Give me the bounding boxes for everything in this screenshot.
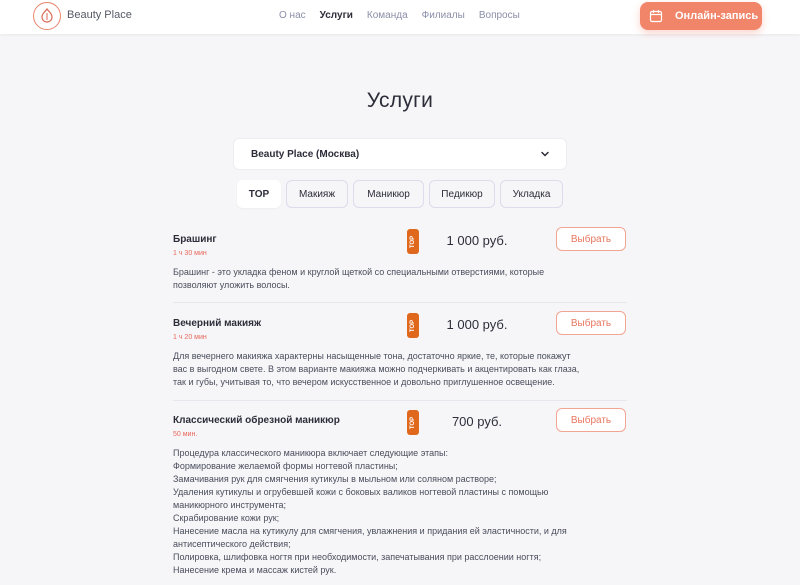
category-tabs	[237, 180, 568, 208]
online-booking-label: Онлайн-запись	[675, 10, 759, 22]
tab-makeup[interactable]: Макияж	[286, 180, 348, 208]
nav-item-services[interactable]: Услуги	[319, 10, 353, 21]
choose-button[interactable]: Выбрать	[556, 311, 626, 335]
service-name: Классический обрезной маникюр	[173, 415, 340, 426]
service-description: Для вечернего макияжа характерны насыщенные тона, достаточно яркие, те, которые покажут вас в выгодном свете. В этом варианте макияжа можно подчеркивать и акцентировать как глаза, так и губы, учитывая то, что вечером искусственное и довольно приглушенное освещение.	[173, 351, 580, 387]
service-duration: 1 ч 20 мин	[173, 334, 207, 341]
top-badge: TOP	[407, 229, 419, 254]
logo-icon[interactable]	[33, 2, 61, 30]
service-name: Вечерний макияж	[173, 318, 262, 329]
divider	[173, 302, 627, 303]
top-badge: TOP	[407, 313, 419, 338]
top-badge: TOP	[407, 410, 419, 435]
tab-manicure[interactable]: Маникюр	[353, 180, 424, 208]
tab-styling[interactable]: Укладка	[500, 180, 563, 208]
main-nav	[279, 10, 534, 21]
site-header	[0, 0, 800, 34]
brand-name[interactable]: Beauty Place	[67, 9, 132, 21]
tab-top[interactable]: TOP	[237, 180, 281, 208]
calendar-icon	[649, 9, 663, 23]
online-booking-button[interactable]	[640, 2, 762, 30]
service-price: 700 руб.	[451, 414, 503, 429]
nav-item-branches[interactable]: Филиалы	[421, 10, 465, 21]
tab-pedicure[interactable]: Педикюр	[429, 180, 495, 208]
service-price: 1 000 руб.	[446, 317, 508, 332]
service-description: Брашинг - это укладка феном и круглой щеткой со специальными отверстиями, которые позволяют уложить волосы.	[173, 267, 545, 290]
nav-item-team[interactable]: Команда	[366, 10, 408, 21]
service-duration: 1 ч 30 мин	[173, 250, 207, 257]
service-name: Брашинг	[173, 234, 217, 245]
service-duration: 50 мин.	[173, 431, 198, 438]
page-title: Услуги	[366, 89, 434, 112]
nav-item-about[interactable]: О нас	[279, 10, 306, 21]
branch-select[interactable]	[233, 138, 567, 170]
branch-select-value: Beauty Place (Москва)	[251, 148, 360, 160]
choose-button[interactable]: Выбрать	[556, 408, 626, 432]
choose-button[interactable]: Выбрать	[556, 227, 626, 251]
service-description: Процедура классического маникюра включает следующие этапы: Формирование желаемой формы ногтевой пластины; Замачивания рук для смягчения кутикулы в мыльном или соляном растворе; Удаления кутикулы и огрубевшей кожи с боковых валиков ногтевой пластины с помощью маникюрного инструмента; Скрабирование кожи рук; Нанесение масла на кутикулу для смягчения, увлажнения и придания ей эластичности, и для антисептического действия; Полировка, шлифовка ногтя при необходимости, запечатывания при расслоении ногтя; Нанесение крема и массаж кистей рук.	[173, 448, 567, 575]
chevron-down-icon	[540, 149, 550, 159]
divider	[173, 400, 627, 401]
nav-item-faq[interactable]: Вопросы	[478, 10, 520, 21]
service-price: 1 000 руб.	[446, 233, 508, 248]
